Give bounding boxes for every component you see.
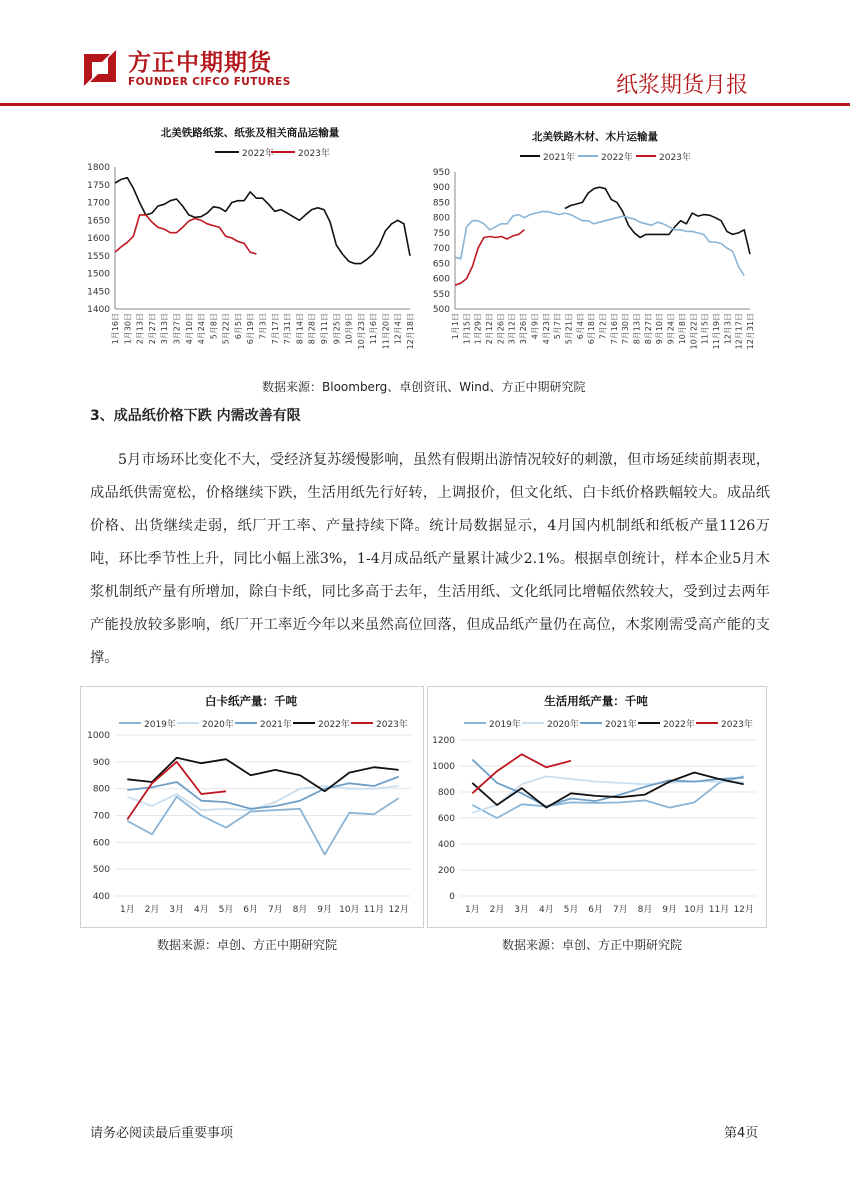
y-tick-label: 850 — [432, 198, 450, 209]
x-tick-label: 9月 — [662, 905, 678, 915]
x-tick-label: 12月4日 — [393, 313, 403, 345]
rail-lumber-chips-chart — [425, 118, 765, 368]
x-tick-label: 3月27日 — [172, 313, 182, 345]
legend-label: 2022年 — [601, 153, 633, 163]
y-tick-label: 700 — [432, 244, 450, 255]
series-line-2021年 — [127, 777, 398, 809]
chart-title: 北美铁路木材、木片运输量 — [532, 131, 658, 143]
x-tick-label: 12月31日 — [746, 313, 755, 350]
x-tick-label: 12月 — [733, 905, 754, 915]
x-tick-label: 4月9日 — [530, 313, 540, 340]
company-name-en: FOUNDER CIFCO FUTURES — [128, 76, 291, 88]
x-tick-label: 8月 — [292, 905, 308, 915]
x-tick-label: 7月 — [612, 905, 628, 915]
y-tick-label: 400 — [437, 840, 455, 850]
x-tick-label: 7月3日 — [258, 313, 268, 340]
x-tick-label: 4月24日 — [197, 313, 207, 345]
x-tick-label: 8月14日 — [295, 313, 305, 345]
chart-title: 白卡纸产量：千吨 — [205, 694, 297, 708]
x-tick-label: 4月10日 — [184, 313, 194, 345]
x-tick-label: 6月4日 — [575, 313, 585, 340]
x-tick-label: 5月7日 — [553, 313, 563, 340]
y-tick-label: 1600 — [87, 234, 110, 244]
y-tick-label: 650 — [432, 259, 450, 270]
y-tick-label: 1400 — [87, 305, 110, 315]
x-tick-label: 10月8日 — [677, 313, 687, 345]
x-tick-label: 5月 — [218, 905, 234, 915]
x-tick-label: 2月27日 — [147, 313, 157, 345]
x-tick-label: 8月28日 — [307, 313, 317, 345]
x-tick-label: 10月 — [684, 905, 705, 915]
y-tick-label: 750 — [432, 228, 450, 239]
x-tick-label: 2月 — [489, 905, 505, 915]
y-tick-label: 200 — [437, 866, 455, 876]
legend-label: 2022年 — [318, 720, 350, 730]
legend-label: 2019年 — [489, 720, 521, 730]
legend-label: 2023年 — [298, 149, 330, 159]
x-tick-label: 3月12日 — [507, 313, 517, 345]
x-tick-label: 7月2日 — [598, 313, 608, 340]
y-tick-label: 550 — [432, 289, 450, 300]
x-tick-label: 9月24日 — [666, 313, 676, 345]
whiteboard-output-chart — [81, 687, 421, 925]
series-line-2022年 — [115, 178, 410, 264]
x-tick-label: 6月 — [243, 905, 259, 915]
x-tick-label: 8月13日 — [632, 313, 642, 345]
y-tick-label: 800 — [432, 213, 450, 224]
x-tick-label: 10月 — [339, 905, 360, 915]
whiteboard-chart-source: 数据来源：卓创、方正中期研究院 — [157, 938, 338, 952]
x-tick-label: 12月3日 — [723, 313, 733, 345]
rail-pulp-paper-chart — [80, 118, 420, 368]
x-tick-label: 3月 — [514, 905, 530, 915]
x-tick-label: 1月1日 — [451, 313, 460, 340]
x-tick-label: 9月25日 — [332, 313, 342, 345]
y-tick-label: 1800 — [87, 163, 110, 173]
tissue-output-chart — [428, 687, 764, 925]
y-tick-label: 900 — [432, 183, 450, 194]
y-tick-label: 600 — [432, 274, 450, 285]
company-name-cn: 方正中期期货 — [128, 50, 272, 76]
x-tick-label: 2月12日 — [485, 313, 495, 345]
legend-label: 2020年 — [202, 720, 234, 730]
x-tick-label: 9月11日 — [319, 313, 329, 345]
x-tick-label: 6月18日 — [587, 313, 597, 345]
chart-title: 生活用纸产量：千吨 — [544, 694, 648, 708]
x-tick-label: 2月13日 — [135, 313, 145, 345]
x-tick-label: 7月 — [267, 905, 283, 915]
legend-label: 2023年 — [721, 720, 753, 730]
x-tick-label: 8月27日 — [643, 313, 653, 345]
legend-label: 2023年 — [376, 720, 408, 730]
section-title: 3、成品纸价格下跌 内需改善有限 — [90, 408, 301, 424]
x-tick-label: 3月26日 — [519, 313, 529, 345]
chart-title: 北美铁路纸浆、纸张及相关商品运输量 — [160, 127, 340, 139]
x-tick-label: 5月 — [563, 905, 579, 915]
y-tick-label: 800 — [437, 788, 455, 798]
y-tick-label: 1200 — [432, 736, 455, 746]
x-tick-label: 1月30日 — [123, 313, 133, 345]
legend-label: 2019年 — [144, 720, 176, 730]
y-tick-label: 1450 — [87, 287, 110, 298]
x-tick-label: 2月 — [144, 905, 160, 915]
x-tick-label: 7月17日 — [270, 313, 280, 345]
page-number: 第4页 — [724, 1126, 759, 1141]
y-tick-label: 1650 — [87, 216, 110, 227]
x-tick-label: 11月 — [708, 905, 730, 915]
x-tick-label: 11月 — [363, 905, 385, 915]
series-line-2020年 — [127, 786, 398, 810]
header-divider — [0, 103, 850, 106]
series-line-2023年 — [455, 230, 524, 285]
top-charts-source: 数据来源：Bloomberg、卓创资讯、Wind、方正中期研究院 — [262, 380, 586, 394]
x-tick-label: 9月10日 — [655, 313, 665, 345]
x-tick-label: 12月18日 — [406, 313, 415, 350]
x-tick-label: 10月23日 — [356, 313, 366, 350]
x-tick-label: 5月22日 — [221, 313, 231, 345]
y-tick-label: 1500 — [87, 269, 110, 280]
series-line-2022年 — [455, 212, 744, 276]
x-tick-label: 3月13日 — [160, 313, 170, 345]
legend-label: 2022年 — [242, 149, 274, 159]
x-tick-label: 11月20日 — [381, 313, 391, 350]
series-line-2022年 — [127, 758, 398, 792]
x-tick-label: 11月19日 — [711, 313, 721, 350]
x-tick-label: 6月 — [588, 905, 604, 915]
y-tick-label: 950 — [432, 168, 450, 178]
x-tick-label: 4月23日 — [541, 313, 551, 345]
x-tick-label: 5月21日 — [564, 313, 574, 345]
y-tick-label: 900 — [92, 757, 110, 768]
x-tick-label: 9月 — [317, 905, 333, 915]
x-tick-label: 5月8日 — [209, 313, 219, 340]
x-tick-label: 11月6日 — [369, 313, 379, 345]
x-tick-label: 4月 — [193, 905, 209, 915]
y-tick-label: 400 — [92, 892, 110, 902]
x-tick-label: 4月 — [538, 905, 554, 915]
series-line-2023年 — [127, 762, 226, 820]
x-tick-label: 12月17日 — [734, 313, 744, 350]
x-tick-label: 7月30日 — [621, 313, 631, 345]
y-tick-label: 0 — [449, 892, 455, 902]
company-logo-icon — [80, 48, 120, 88]
x-tick-label: 1月 — [119, 905, 135, 915]
y-tick-label: 500 — [432, 305, 450, 315]
legend-label: 2021年 — [543, 153, 575, 163]
x-tick-label: 3月 — [169, 905, 185, 915]
x-tick-label: 1月 — [464, 905, 480, 915]
tissue-chart-source: 数据来源：卓创、方正中期研究院 — [502, 938, 683, 952]
y-tick-label: 700 — [92, 811, 110, 822]
y-tick-label: 1000 — [432, 762, 455, 772]
y-tick-label: 600 — [437, 814, 455, 824]
x-tick-label: 12月 — [388, 905, 409, 915]
footer-notice: 请务必阅读最后重要事项 — [90, 1126, 234, 1141]
legend-label: 2020年 — [547, 720, 579, 730]
x-tick-label: 6月5日 — [233, 313, 243, 340]
legend-label: 2023年 — [659, 153, 691, 163]
x-tick-label: 8月 — [637, 905, 653, 915]
y-tick-label: 600 — [92, 838, 110, 849]
x-tick-label: 7月31日 — [283, 313, 293, 345]
report-title: 纸浆期货月报 — [615, 73, 748, 98]
page-header — [0, 0, 850, 108]
y-tick-label: 1000 — [87, 731, 110, 741]
section-paragraph: 5月市场环比变化不大，受经济复苏缓慢影响，虽然有假期出游情况较好的刺激，但市场延续前期表现，成品纸供需宽松，价格继续下跌，生活用纸先行好转，上调报价，但文化纸、白卡纸价格跌幅较大。成品纸价格、出货继续走弱，纸厂开工率、产量持续下降。统计局数据显示，4月国内机制纸和纸板产量1126万吨，环比季节性上升，同比小幅上涨3%，1-4月成品纸产量累计减少2.1%。根据卓创统计，样本企业5月木浆机制纸产量有所增加，除白卡纸，同比多高于去年，生活用纸、文化纸同比增幅依然较大，受到过去两年产能投放较多影响，纸厂开工率近今年以来虽然高位回落，但成品纸产量仍在高位，木浆刚需受高产能的支撑。 — [90, 452, 770, 666]
x-tick-label: 11月5日 — [700, 313, 710, 345]
x-tick-label: 7月16日 — [609, 313, 619, 345]
x-tick-label: 1月15日 — [462, 313, 472, 345]
legend-label: 2021年 — [260, 720, 292, 730]
x-tick-label: 1月16日 — [111, 313, 120, 345]
series-line-2023年 — [115, 215, 256, 254]
x-tick-label: 1月29日 — [473, 313, 483, 345]
y-tick-label: 1550 — [87, 251, 110, 262]
x-tick-label: 6月19日 — [246, 313, 256, 345]
x-tick-label: 10月22日 — [689, 313, 699, 350]
legend-label: 2022年 — [663, 720, 695, 730]
y-tick-label: 800 — [92, 784, 110, 795]
x-tick-label: 2月26日 — [496, 313, 506, 345]
y-tick-label: 1750 — [87, 180, 110, 191]
x-tick-label: 10月9日 — [344, 313, 354, 345]
y-tick-label: 500 — [92, 865, 110, 876]
y-tick-label: 1700 — [87, 198, 110, 209]
legend-label: 2021年 — [605, 720, 637, 730]
